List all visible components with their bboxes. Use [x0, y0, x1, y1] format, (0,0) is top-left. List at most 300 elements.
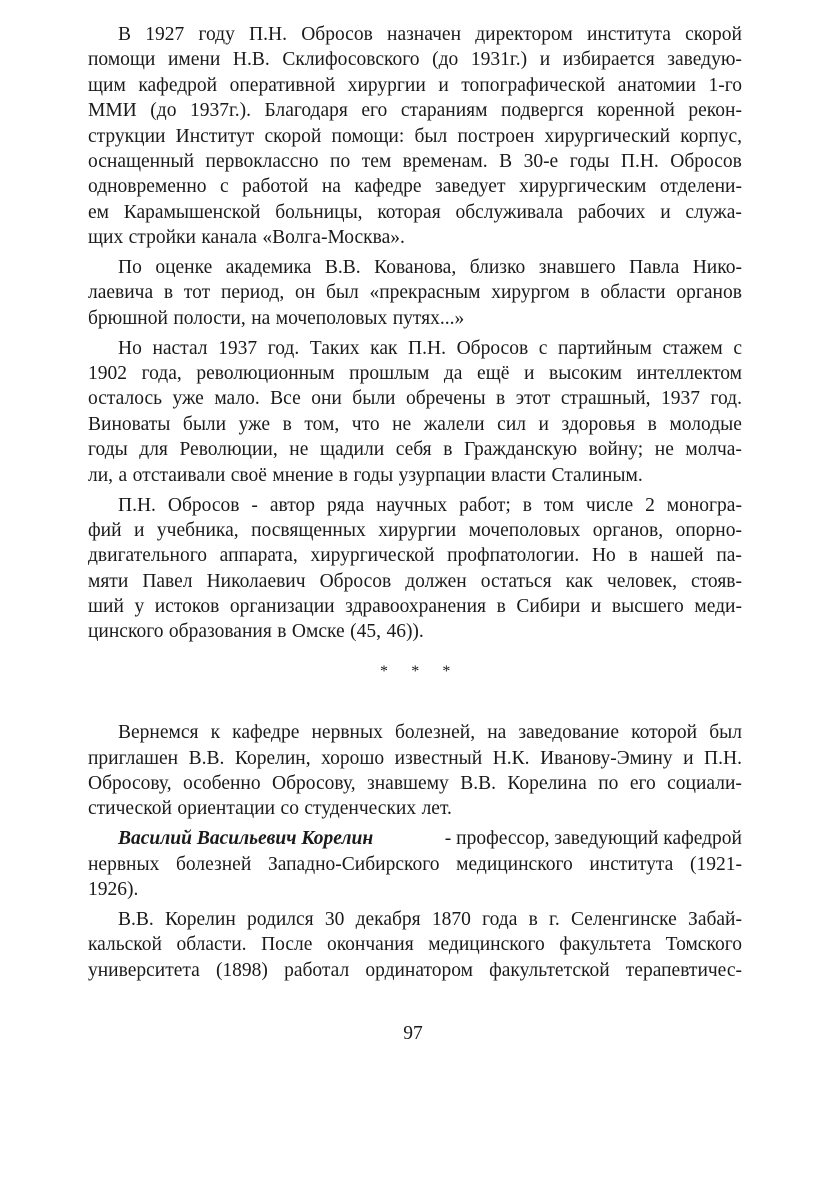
word: в [647, 413, 657, 435]
word: двигательного [88, 545, 207, 567]
word: с [219, 176, 229, 198]
word: кальской [88, 934, 162, 956]
word: Н.К. [492, 747, 530, 769]
word: Томского [665, 934, 742, 956]
word: полости, [173, 307, 246, 329]
word: медицинского [456, 853, 573, 875]
word: В [499, 150, 513, 172]
word: остаться [480, 570, 552, 592]
text-block-korelin-intro [88, 720, 742, 822]
paragraph-korelin-birth [88, 907, 742, 983]
page-number: 97 [403, 1023, 423, 1044]
word: мочеполовых [468, 519, 581, 541]
word: назначен [387, 24, 462, 45]
word: 1937 [661, 388, 700, 410]
paragraph [88, 336, 742, 488]
text-line [88, 412, 742, 437]
word: на [487, 722, 507, 744]
word: струкции [88, 125, 166, 147]
word: больницы, [275, 201, 363, 223]
word: социали- [667, 773, 742, 795]
word: г. [549, 909, 560, 931]
word: института [586, 24, 671, 45]
word: организации [229, 596, 335, 618]
word: период, [220, 282, 285, 304]
word: и [590, 596, 602, 618]
text-line [88, 543, 742, 568]
word: (до [150, 100, 177, 122]
text-line [88, 463, 742, 488]
word: одновременно [88, 176, 207, 198]
word: 1937 [218, 337, 258, 359]
word: по [330, 150, 351, 172]
word: па- [716, 545, 742, 567]
word: оснащенный [88, 150, 195, 172]
word: тот [183, 282, 211, 304]
word: директором [475, 24, 573, 45]
word: были [352, 388, 396, 410]
word: 30 [324, 909, 345, 931]
word: стажем [662, 337, 723, 359]
word: стройки [128, 227, 196, 249]
word: том [543, 494, 574, 516]
paragraph [88, 493, 742, 645]
word: году [198, 24, 235, 45]
word: молча- [685, 439, 742, 461]
word: меди- [694, 596, 742, 618]
word: щим [88, 74, 126, 96]
word: болезней, [394, 722, 476, 744]
word: войну; [588, 439, 644, 461]
word: что [351, 413, 380, 435]
word: они [311, 388, 342, 410]
text-line [88, 852, 742, 877]
word: ММИ [88, 100, 137, 122]
word: Институт [175, 125, 255, 147]
paragraph [88, 22, 742, 251]
word: 46)). [386, 621, 424, 643]
word: (1921- [689, 853, 742, 875]
word: Обросову, [272, 773, 356, 795]
word: тем [361, 150, 392, 172]
text-line [88, 619, 742, 644]
word: 1926). [88, 879, 139, 901]
word: рабочих [577, 201, 646, 223]
word: узурпации [398, 464, 486, 486]
word: П.Н. [249, 24, 287, 45]
word: том, [304, 413, 340, 435]
word: помощи [88, 49, 156, 71]
word: работал [284, 959, 350, 981]
word: как [565, 570, 593, 592]
word: стараниям [400, 100, 488, 122]
word: области [600, 282, 666, 304]
word: Но [591, 545, 616, 567]
text-line [88, 958, 742, 983]
paragraph-korelin-bio [88, 826, 742, 902]
word: был [325, 282, 359, 304]
word: настал [152, 337, 208, 359]
word: Западно-Сибирского [267, 853, 440, 875]
text-line [88, 336, 742, 361]
word: да [443, 363, 463, 385]
word: 1937г.). [189, 100, 252, 122]
word: интеллектом [636, 363, 742, 385]
word: кафедрой [138, 74, 218, 96]
word: 1927 [145, 24, 185, 45]
word: хирургической [310, 545, 435, 567]
word: анатомии [617, 74, 696, 96]
word: в [496, 388, 506, 410]
word: коренной [597, 100, 675, 122]
word: прошлым [349, 363, 430, 385]
word: Обросов [301, 24, 373, 45]
word: В.В. [324, 257, 361, 279]
word: как [370, 337, 398, 359]
word: этот [515, 388, 551, 410]
word: Обросов [456, 337, 529, 359]
text-block-obrosov [88, 22, 742, 645]
word: родился [247, 909, 314, 931]
text-line [88, 47, 742, 72]
word: фий [88, 519, 122, 541]
word: Обросов [319, 570, 392, 592]
word: в [277, 621, 287, 643]
word: с [538, 337, 548, 359]
word: Виноваты [88, 413, 171, 435]
word: нервных [311, 722, 383, 744]
word: посвященных [251, 519, 366, 541]
word: избирается [562, 49, 655, 71]
word: осталось [88, 388, 162, 410]
word: себя [395, 439, 432, 461]
word: нашей [650, 545, 704, 567]
word: со [280, 798, 299, 820]
text-line [88, 826, 742, 851]
word: органов [676, 282, 742, 304]
word: щих [88, 227, 124, 249]
word: аппарата, [219, 545, 298, 567]
word: Н.В. [232, 49, 270, 71]
word: в [522, 494, 532, 516]
word: человек, [606, 570, 677, 592]
word: Омске [291, 621, 345, 643]
word: профпатологии. [447, 545, 580, 567]
word: По [118, 257, 142, 279]
word: в [496, 596, 506, 618]
word: он [294, 282, 316, 304]
word: и [523, 363, 535, 385]
word: ещё [477, 363, 510, 385]
word: в [580, 282, 590, 304]
paragraph [88, 255, 742, 331]
word: ем [88, 201, 109, 223]
word: приглашен [88, 747, 179, 769]
word: (до [432, 49, 459, 71]
word: (45, [350, 621, 381, 643]
word: подвергся [500, 100, 584, 122]
word: и [133, 519, 145, 541]
word: первоклассно [205, 150, 319, 172]
word: студенческих [304, 798, 417, 820]
word: партийным [558, 337, 652, 359]
word: болезней [176, 853, 252, 875]
word: Революции, [179, 439, 278, 461]
word: 1902 [88, 363, 127, 385]
word: Павел [142, 570, 193, 592]
word: (1898) [215, 959, 268, 981]
word: в [282, 413, 292, 435]
section-separator: * * * [380, 662, 460, 680]
word: работой [242, 176, 309, 198]
text-line [88, 720, 742, 745]
word: канала [201, 227, 257, 249]
word: мнение [272, 464, 334, 486]
word: и [539, 49, 551, 71]
word: в [338, 464, 348, 486]
word: годы [569, 150, 610, 172]
word: научных [376, 494, 448, 516]
word: год. [710, 388, 742, 410]
word: 1870 [431, 909, 471, 931]
word: кафедре [354, 176, 422, 198]
text-line [88, 493, 742, 518]
word: на [251, 307, 271, 329]
word: скорой [685, 24, 742, 45]
word: высоким [549, 363, 622, 385]
word: Таких [309, 337, 360, 359]
word: Все [270, 388, 301, 410]
word: Селенгинске [570, 909, 677, 931]
word: оперативной [229, 74, 336, 96]
text-line [88, 124, 742, 149]
word: молодые [669, 413, 742, 435]
word: брюшной [88, 307, 168, 329]
word: его [629, 773, 656, 795]
word: ли, [88, 464, 114, 486]
person-name: Василий Васильевич Корелин [118, 828, 374, 850]
word: был [414, 125, 448, 147]
text-line [88, 877, 742, 902]
word: которая [377, 201, 441, 223]
word: был [709, 722, 742, 744]
word: известный [394, 747, 483, 769]
word: числе [585, 494, 634, 516]
word: обречены [405, 388, 486, 410]
text-line [88, 98, 742, 123]
word: мочеполовых [275, 307, 388, 329]
word: П.Н. [620, 150, 659, 172]
word: не [654, 439, 674, 461]
word: окончания [326, 934, 414, 956]
word: для [139, 439, 168, 461]
word: медицинского [428, 934, 545, 956]
word: по [598, 773, 619, 795]
word: знавшего [538, 257, 616, 279]
word: заведует [435, 176, 506, 198]
word: в [628, 545, 638, 567]
word: Кованова, [374, 257, 457, 279]
word: к [210, 722, 221, 744]
word: лаевича [88, 282, 154, 304]
word: терапевтичес- [625, 959, 742, 981]
word: истоков [154, 596, 220, 618]
word: с [733, 337, 742, 359]
text-line [88, 518, 742, 543]
word: Обросов [670, 150, 742, 172]
word: в [163, 282, 174, 304]
paragraph [88, 720, 742, 822]
text-line [88, 746, 742, 771]
word: 30-е [523, 150, 559, 172]
text-line [88, 594, 742, 619]
word: страшный, [560, 388, 651, 410]
word: академика [225, 257, 312, 279]
word: года [482, 909, 518, 931]
word: П.Н. [408, 337, 446, 359]
word: 1931г.) [470, 49, 528, 71]
word: особенно [183, 773, 261, 795]
word: Карамышенской [123, 201, 261, 223]
word: на [321, 176, 341, 198]
word: Павла [629, 257, 680, 279]
text-line [88, 255, 742, 280]
text-line [88, 149, 742, 174]
word: годы [353, 464, 394, 486]
word: В.В. [118, 909, 154, 931]
word: П.Н. [704, 747, 742, 769]
word: и [660, 201, 671, 223]
word: учебника, [156, 519, 239, 541]
word: хирургом [491, 282, 570, 304]
word: Гражданскую [463, 439, 578, 461]
word: ординатором [365, 959, 473, 981]
word: рекон- [688, 100, 742, 122]
word: отделени- [659, 176, 742, 198]
word: ший [88, 596, 124, 618]
word: а [118, 464, 128, 486]
word: его [361, 100, 388, 122]
word: знавшему [367, 773, 449, 795]
word: университета [88, 959, 200, 981]
word: кафедре [232, 722, 300, 744]
word: нервных [88, 853, 160, 875]
word: здоровья [561, 413, 636, 435]
word: годы [88, 439, 128, 461]
word: хирургическим [518, 176, 647, 198]
word: путях...» [392, 307, 465, 329]
text-line-rest: - профессор, заведующий кафедрой [444, 828, 742, 850]
word: оценке [155, 257, 213, 279]
word: образования [168, 621, 272, 643]
word: мало. [214, 388, 260, 410]
word: отстаивали [132, 464, 226, 486]
word: ориентации [177, 798, 276, 820]
word: не [289, 439, 309, 461]
text-line [88, 73, 742, 98]
word: Забай- [688, 909, 742, 931]
word: стояв- [691, 570, 742, 592]
word: Корелин [164, 909, 236, 931]
word: которой [631, 722, 698, 744]
word: помощи: [331, 125, 405, 147]
word: работ; [459, 494, 511, 516]
word: ряда [326, 494, 365, 516]
word: и [683, 747, 694, 769]
word: временам. [402, 150, 488, 172]
word: имени [167, 49, 221, 71]
word: факультетской [489, 959, 610, 981]
word: Обросову, [88, 773, 172, 795]
word: «прекрасным [369, 282, 481, 304]
word: Благодаря [264, 100, 348, 122]
word: автор [269, 494, 315, 516]
word: стической [88, 798, 172, 820]
word: сил [497, 413, 526, 435]
word: и [438, 74, 449, 96]
word: Иванову-Эмину [540, 747, 673, 769]
word: уже [238, 413, 271, 435]
word: Нико- [692, 257, 742, 279]
word: корпус, [680, 125, 742, 147]
text-line [88, 225, 742, 250]
word: своё [230, 464, 267, 486]
word: декабря [355, 909, 421, 931]
word: области. [176, 934, 247, 956]
word: топографической [461, 74, 606, 96]
word: не [392, 413, 412, 435]
word: заведование [518, 722, 620, 744]
word: цинского [88, 621, 164, 643]
word: После [261, 934, 313, 956]
word: лет. [421, 798, 452, 820]
text-line [88, 437, 742, 462]
word: Обросов [167, 494, 240, 516]
word: близко [469, 257, 526, 279]
word: высшего [611, 596, 684, 618]
word: мяти [88, 570, 129, 592]
word: были [182, 413, 227, 435]
word: года, [141, 363, 182, 385]
word: скорой [264, 125, 322, 147]
word: - [251, 494, 258, 516]
word: у [134, 596, 145, 618]
word: заведую- [667, 49, 742, 71]
word: щадили [319, 439, 385, 461]
word: института [589, 853, 674, 875]
word: здравоохранения [345, 596, 486, 618]
text-line [88, 386, 742, 411]
word: П.Н. [118, 494, 156, 516]
word: хирургии [378, 519, 457, 541]
word: и [538, 413, 549, 435]
word: 1-го [708, 74, 742, 96]
word: моногра- [666, 494, 742, 516]
word: революционным [196, 363, 335, 385]
word: Николаевич [206, 570, 306, 592]
word: Корелина [507, 773, 587, 795]
text-line [88, 200, 742, 225]
word: служа- [685, 201, 742, 223]
text-line [88, 796, 742, 821]
word: хирургии [347, 74, 426, 96]
word: В.В. [460, 773, 496, 795]
text-line [88, 22, 742, 47]
word: В [118, 24, 132, 45]
word: Но [118, 337, 142, 359]
word: обслуживала [455, 201, 564, 223]
word: хирургический [544, 125, 671, 147]
